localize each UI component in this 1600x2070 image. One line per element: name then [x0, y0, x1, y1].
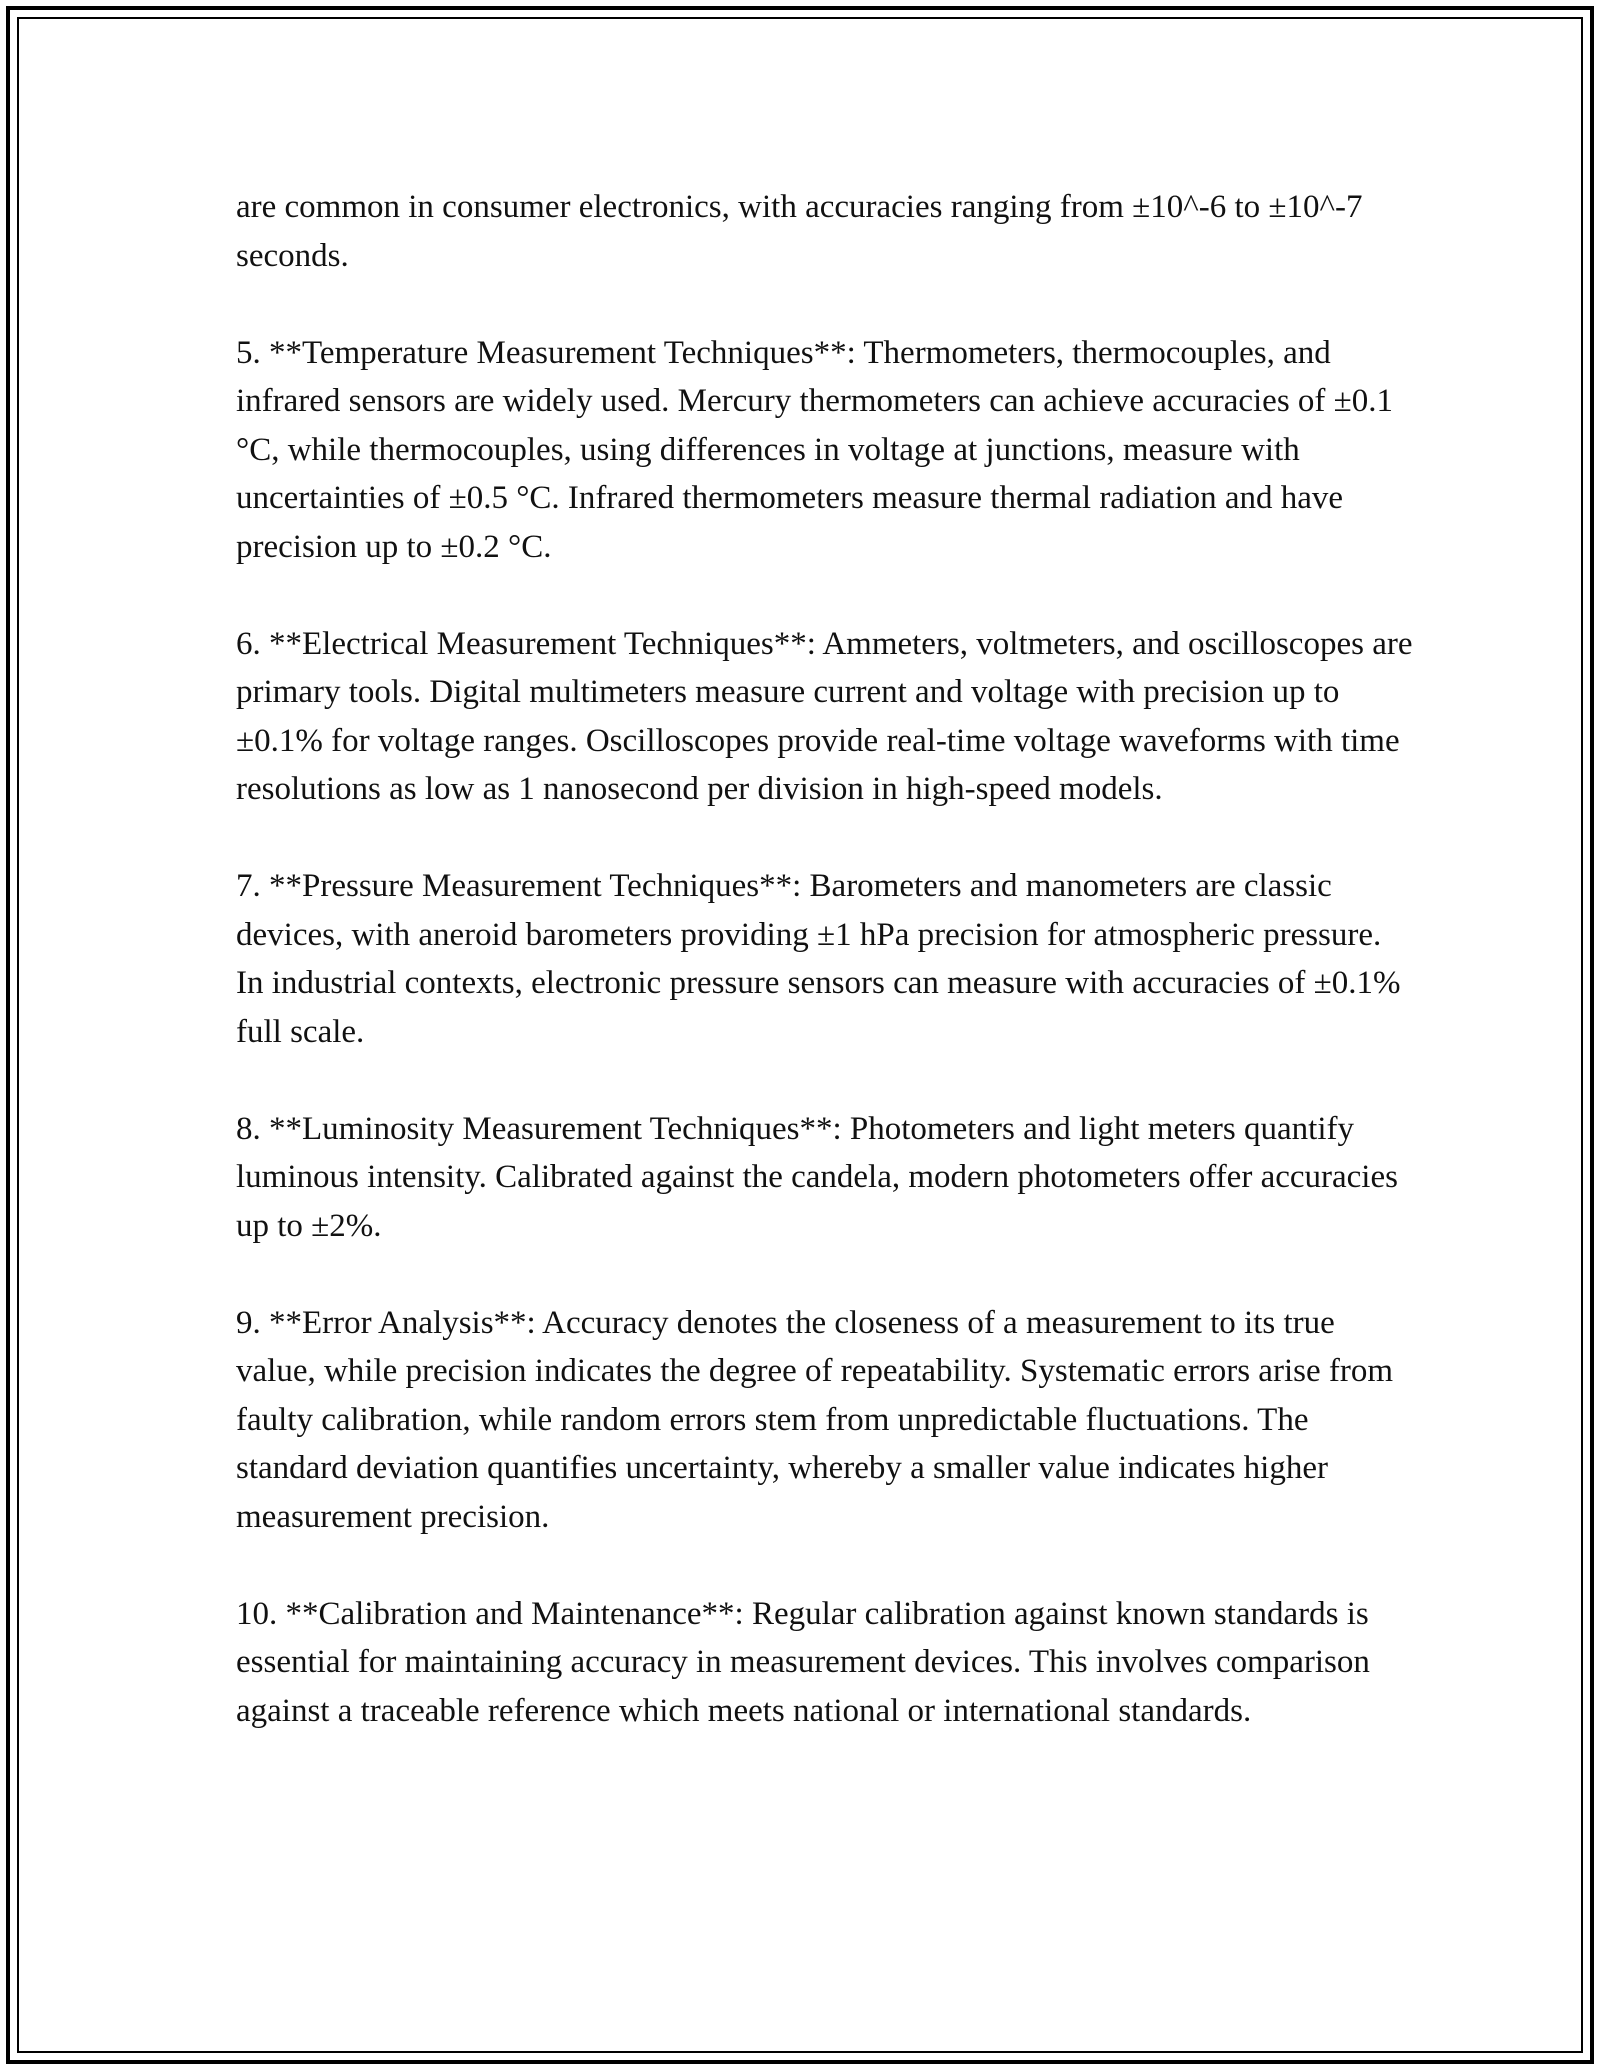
paragraph-continuation: are common in consumer electronics, with accuracies ranging from ±10^-6 to ±10^-7 seconds. [236, 189, 1363, 274]
paragraph-temperature: 5. **Temperature Measurement Techniques**: Thermometers, thermocouples, and infrared sensors are widely used. Mercury thermometers can achieve accuracies of ±0.1 °C, while thermocouples, using differences in voltage at junctions, measure with uncertainties of ±0.5 °C. Infrared thermometers measure thermal radiation and have precision up to ±0.2 °C. [236, 334, 1394, 565]
paragraph-luminosity: 8. **Luminosity Measurement Techniques**: Photometers and light meters quantify luminous intensity. Calibrated against the candela, modern photometers offer accuracies up to ±2%. [236, 1110, 1398, 1244]
document-body [236, 183, 1416, 1784]
paragraph-pressure: 7. **Pressure Measurement Techniques**: Barometers and manometers are classic devices, with aneroid barometers providing ±1 hPa precision for atmospheric pressure. In industrial contexts, electronic pressure sensors can measure with accuracies of ±0.1% full scale. [236, 868, 1401, 1050]
paragraph-calibration: 10. **Calibration and Maintenance**: Regular calibration against known standards is essential for maintaining accuracy in measurement devices. This involves comparison against a traceable reference which meets national or international standards. [236, 1595, 1370, 1729]
paragraph-electrical: 6. **Electrical Measurement Techniques**: Ammeters, voltmeters, and oscilloscopes are primary tools. Digital multimeters measure current and voltage with precision up to ±0.1% for voltage ranges. Oscilloscopes provide real-time voltage waveforms with time resolutions as low as 1 nanosecond per division in high-speed models. [236, 625, 1413, 807]
paragraph-error-analysis: 9. **Error Analysis**: Accuracy denotes the closeness of a measurement to its true value, while precision indicates the degree of repeatability. Systematic errors arise from faulty calibration, while random errors stem from unpredictable fluctuations. The standard deviation quantifies uncertainty, whereby a smaller value indicates higher measurement precision. [236, 1304, 1393, 1535]
